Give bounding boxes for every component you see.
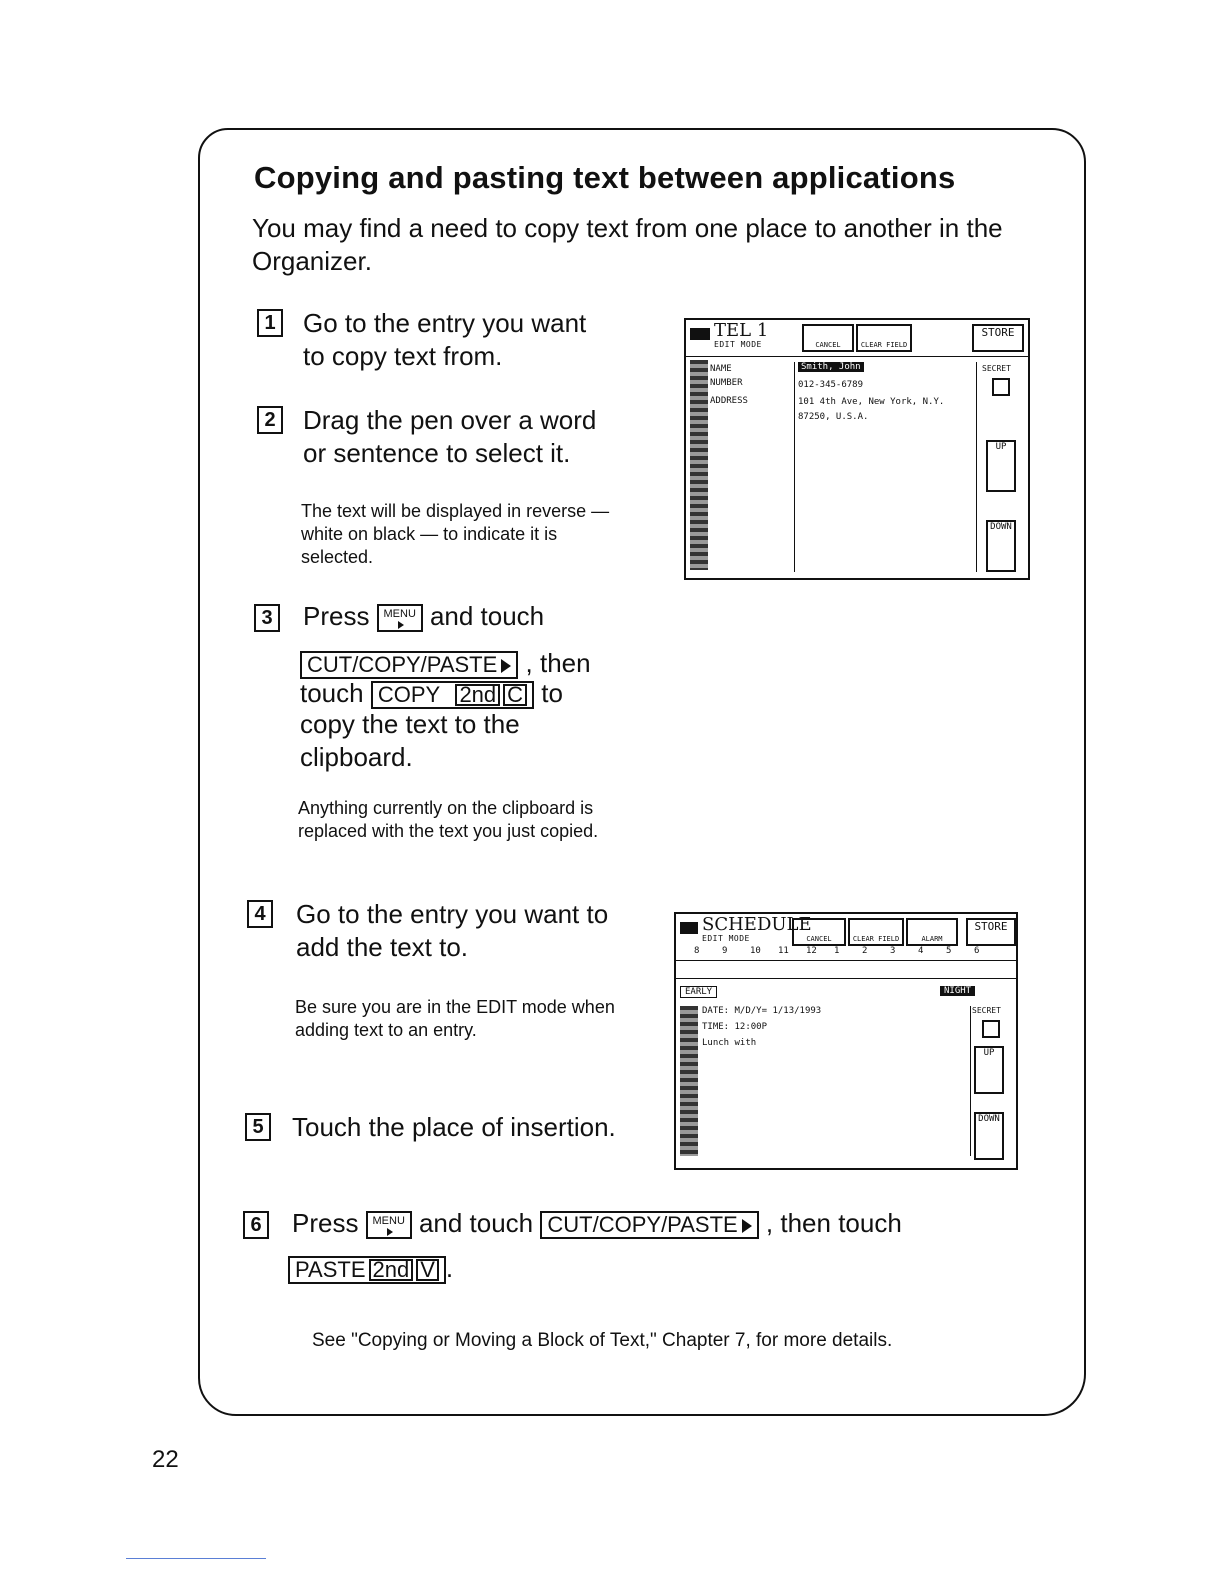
schedule-hour-6: 6 xyxy=(974,946,980,956)
schedule-spiral-binding xyxy=(680,1006,698,1156)
schedule-icon xyxy=(680,922,698,934)
schedule-hour-11: 11 xyxy=(778,946,789,956)
step-1-text: Go to the entry you want to copy text from. xyxy=(303,308,587,371)
page-title: Copying and pasting text between applications xyxy=(254,160,956,195)
step-4-text: Go to the entry you want to add the text to. xyxy=(296,899,609,962)
step-3-and-touch: and touch xyxy=(429,601,545,631)
tel-title: TEL 1 xyxy=(714,320,769,341)
schedule-secret-checkbox xyxy=(982,1020,1000,1038)
step-4-note: Be sure you are in the EDIT mode when adding text to an entry. xyxy=(295,997,615,1040)
step-6-and-touch: and touch xyxy=(418,1208,534,1238)
tel-label-number: NUMBER xyxy=(710,378,743,388)
menu-key-icon-2: MENU xyxy=(366,1211,412,1239)
step-3-line-2 xyxy=(300,647,591,680)
step-3-rest: copy the text to the clipboard. xyxy=(300,709,520,772)
step-6-press: Press xyxy=(292,1208,359,1238)
tel-value-name-selected: Smith, John xyxy=(798,362,864,372)
tel-clear-field-button: CLEAR FIELD xyxy=(856,324,912,352)
step-3-to: to xyxy=(541,678,563,708)
step-2-note: The text will be displayed in reverse — white on black — to indicate it is selected. xyxy=(301,501,610,567)
step-3-press: Press xyxy=(303,601,370,631)
tel-store-button: STORE xyxy=(972,324,1024,352)
phone-icon xyxy=(690,328,710,340)
step-6-then-touch: , then touch xyxy=(765,1208,902,1238)
see-also-note: See "Copying or Moving a Block of Text," Chapter 7, for more details. xyxy=(312,1330,893,1351)
schedule-title: SCHEDULE xyxy=(702,914,812,935)
schedule-hour-3: 3 xyxy=(890,946,896,956)
schedule-screen-illustration xyxy=(674,912,1018,1170)
cut-copy-paste-key: CUT/COPY/PASTE xyxy=(300,651,518,679)
tel-value-number: 012-345-6789 xyxy=(798,380,864,390)
step-6-period: . xyxy=(445,1253,454,1283)
step-1-number: 1 xyxy=(257,309,283,337)
schedule-hour-12: 12 xyxy=(806,946,817,956)
footer-rule xyxy=(126,1558,266,1559)
schedule-store-button: STORE xyxy=(966,918,1016,946)
step-5-text: Touch the place of insertion. xyxy=(292,1112,616,1142)
tel-value-address-1: 101 4th Ave, New York, N.Y. xyxy=(798,397,945,407)
step-6-number: 6 xyxy=(243,1211,269,1239)
schedule-hour-4: 4 xyxy=(918,946,924,956)
step-3-line-1 xyxy=(303,600,643,633)
tel-secret-label: SECRET xyxy=(982,364,1011,373)
step-5-number: 5 xyxy=(245,1113,271,1141)
intro-text: You may find a need to copy text from one place to another in the Organizer. xyxy=(252,213,1003,276)
step-3-line-3 xyxy=(300,677,563,710)
schedule-night-button: NIGHT xyxy=(940,986,975,996)
copy-key: COPY 2nd C xyxy=(371,681,534,709)
copy-2nd-key: 2nd xyxy=(455,684,500,706)
step-2-number: 2 xyxy=(257,406,283,434)
page-number: 22 xyxy=(152,1446,179,1473)
schedule-hour-row xyxy=(694,946,1012,960)
tel-label-name: NAME xyxy=(710,364,732,374)
step-3-touch: touch xyxy=(300,678,364,708)
schedule-alarm-button: ALARM xyxy=(906,918,958,946)
paste-2nd-key: 2nd xyxy=(369,1259,414,1281)
tel-screen-illustration xyxy=(684,318,1030,580)
step-6-line-1 xyxy=(292,1207,902,1240)
schedule-secret-label: SECRET xyxy=(972,1006,1001,1015)
tel-value-address-2: 87250, U.S.A. xyxy=(798,412,869,422)
schedule-time-line: TIME: 12:00P xyxy=(702,1022,768,1032)
tel-down-button: DOWN xyxy=(986,520,1016,572)
schedule-down-button: DOWN xyxy=(974,1112,1004,1160)
schedule-hour-10: 10 xyxy=(750,946,761,956)
step-2-text: Drag the pen over a word or sentence to select it. xyxy=(303,405,597,468)
copy-letter-key: C xyxy=(503,684,527,706)
step-4-number: 4 xyxy=(247,900,273,928)
step-6-line-2 xyxy=(288,1252,453,1285)
cut-copy-paste-key-2: CUT/COPY/PASTE xyxy=(540,1211,758,1239)
step-3-then: , then xyxy=(525,648,591,678)
paste-key: PASTE 2nd V xyxy=(288,1256,446,1284)
schedule-hour-9: 9 xyxy=(722,946,728,956)
schedule-clear-field-button: CLEAR FIELD xyxy=(848,918,904,946)
schedule-hour-5: 5 xyxy=(946,946,952,956)
tel-up-button: UP xyxy=(986,440,1016,492)
tel-secret-checkbox xyxy=(992,378,1010,396)
schedule-up-button: UP xyxy=(974,1046,1004,1094)
right-arrow-icon-2 xyxy=(742,1219,752,1233)
tel-spiral-binding xyxy=(690,360,708,570)
step-3-number: 3 xyxy=(254,604,280,632)
schedule-mode: EDIT MODE xyxy=(702,934,750,943)
tel-label-address: ADDRESS xyxy=(710,396,748,406)
schedule-hour-2: 2 xyxy=(862,946,868,956)
step-3-note: Anything currently on the clipboard is replaced with the text you just copied. xyxy=(298,798,599,841)
tel-mode: EDIT MODE xyxy=(714,340,762,349)
paste-letter-key: V xyxy=(416,1259,439,1281)
menu-key-icon: MENU xyxy=(377,604,423,632)
schedule-date-line: DATE: M/D/Y= 1/13/1993 xyxy=(702,1006,822,1016)
right-arrow-icon xyxy=(501,659,511,673)
schedule-hour-8: 8 xyxy=(694,946,700,956)
schedule-hour-1: 1 xyxy=(834,946,840,956)
schedule-early-button: EARLY xyxy=(680,986,717,998)
tel-cancel-button: CANCEL xyxy=(802,324,854,352)
schedule-text-line: Lunch with xyxy=(702,1038,757,1048)
schedule-cancel-button: CANCEL xyxy=(792,918,846,946)
